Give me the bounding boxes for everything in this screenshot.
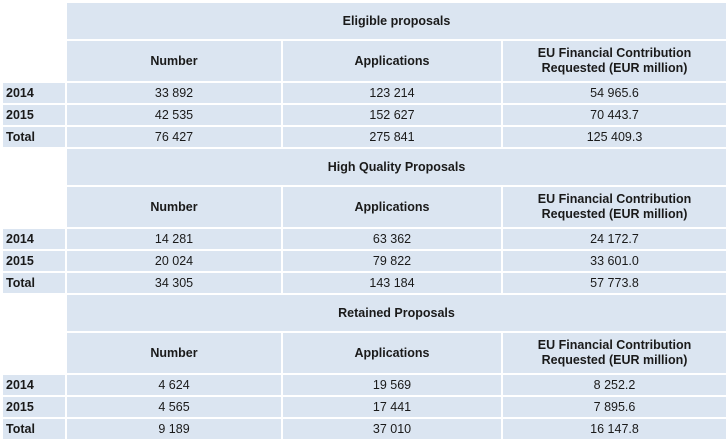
section-title-row (2, 2, 727, 40)
table-row (2, 396, 727, 418)
section-title: Eligible proposals (66, 2, 727, 40)
column-header-row (2, 40, 727, 82)
column-header-contribution-line2: Requested (EUR million) (541, 207, 688, 221)
column-header-row (2, 186, 727, 228)
applications-cell: 19 569 (282, 374, 502, 396)
number-cell: 34 305 (66, 272, 282, 294)
row-label: 2015 (2, 104, 66, 126)
contribution-cell: 125 409.3 (502, 126, 727, 148)
column-header-applications: Applications (282, 332, 502, 374)
applications-cell: 37 010 (282, 418, 502, 440)
column-header-contribution-line1: EU Financial Contribution (537, 338, 692, 352)
row-label: 2014 (2, 374, 66, 396)
blank-corner (2, 332, 66, 374)
column-header-contribution-line1: EU Financial Contribution (537, 46, 692, 60)
row-label: 2014 (2, 228, 66, 250)
blank-corner (2, 186, 66, 228)
section-title-row (2, 148, 727, 186)
applications-cell: 63 362 (282, 228, 502, 250)
applications-cell: 152 627 (282, 104, 502, 126)
column-header-row (2, 332, 727, 374)
contribution-cell: 54 965.6 (502, 82, 727, 104)
number-cell: 42 535 (66, 104, 282, 126)
section-title: Retained Proposals (66, 294, 727, 332)
contribution-cell: 33 601.0 (502, 250, 727, 272)
row-label: 2015 (2, 396, 66, 418)
table-row (2, 374, 727, 396)
applications-cell: 79 822 (282, 250, 502, 272)
table-row-total (2, 418, 727, 440)
section-title: High Quality Proposals (66, 148, 727, 186)
table-row-total (2, 272, 727, 294)
number-cell: 20 024 (66, 250, 282, 272)
number-cell: 76 427 (66, 126, 282, 148)
blank-corner (2, 294, 66, 332)
table-row (2, 104, 727, 126)
applications-cell: 17 441 (282, 396, 502, 418)
number-cell: 4 624 (66, 374, 282, 396)
column-header-contribution (502, 332, 727, 374)
column-header-contribution-line2: Requested (EUR million) (541, 61, 688, 75)
section-title-row (2, 294, 727, 332)
row-label: Total (2, 418, 66, 440)
applications-cell: 275 841 (282, 126, 502, 148)
column-header-applications: Applications (282, 40, 502, 82)
number-cell: 14 281 (66, 228, 282, 250)
column-header-contribution-line2: Requested (EUR million) (541, 353, 688, 367)
number-cell: 9 189 (66, 418, 282, 440)
column-header-number: Number (66, 186, 282, 228)
column-header-contribution (502, 40, 727, 82)
applications-cell: 123 214 (282, 82, 502, 104)
number-cell: 4 565 (66, 396, 282, 418)
table-row (2, 228, 727, 250)
column-header-number: Number (66, 332, 282, 374)
number-cell: 33 892 (66, 82, 282, 104)
table-row (2, 82, 727, 104)
blank-corner (2, 2, 66, 40)
row-label: Total (2, 126, 66, 148)
blank-corner (2, 148, 66, 186)
contribution-cell: 57 773.8 (502, 272, 727, 294)
contribution-cell: 16 147.8 (502, 418, 727, 440)
row-label: 2015 (2, 250, 66, 272)
table-row-total (2, 126, 727, 148)
proposals-table (1, 1, 728, 441)
contribution-cell: 70 443.7 (502, 104, 727, 126)
column-header-contribution (502, 186, 727, 228)
applications-cell: 143 184 (282, 272, 502, 294)
table-row (2, 250, 727, 272)
contribution-cell: 24 172.7 (502, 228, 727, 250)
row-label: Total (2, 272, 66, 294)
contribution-cell: 8 252.2 (502, 374, 727, 396)
blank-corner (2, 40, 66, 82)
column-header-contribution-line1: EU Financial Contribution (537, 192, 692, 206)
column-header-applications: Applications (282, 186, 502, 228)
contribution-cell: 7 895.6 (502, 396, 727, 418)
column-header-number: Number (66, 40, 282, 82)
row-label: 2014 (2, 82, 66, 104)
